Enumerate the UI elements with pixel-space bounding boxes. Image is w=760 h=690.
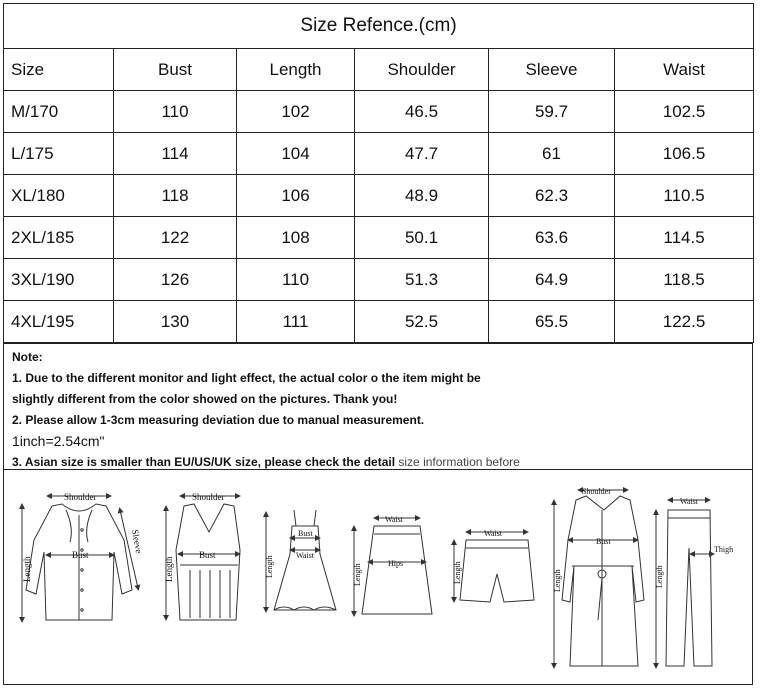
- table-row: [4, 259, 754, 301]
- cell-shoulder: 51.3: [355, 259, 489, 301]
- cell-size: M/170: [4, 91, 114, 133]
- label-dress-bust: Bust: [298, 529, 313, 538]
- cell-waist: 118.5: [615, 259, 754, 301]
- cell-length: 104: [237, 133, 355, 175]
- garment-illustrations: [4, 470, 754, 685]
- col-header-size: Size: [4, 49, 114, 91]
- label-pants-waist: Waist: [680, 497, 699, 506]
- shorts-icon: [454, 532, 534, 602]
- cell-length: 110: [237, 259, 355, 301]
- label-pants-thigh: Thigh: [714, 545, 734, 554]
- title-row: [4, 4, 754, 49]
- col-header-sleeve: Sleeve: [489, 49, 615, 91]
- label-length: Length: [22, 556, 32, 582]
- cell-sleeve: 62.3: [489, 175, 615, 217]
- note-3-text: 3. Asian size is smaller than EU/US/UK size, please check the detail: [12, 455, 399, 469]
- cell-waist: 106.5: [615, 133, 754, 175]
- label-skirt-length: Length: [353, 563, 362, 586]
- cell-length: 102: [237, 91, 355, 133]
- table-row: [4, 175, 754, 217]
- label-vest-length: Length: [164, 556, 174, 582]
- cell-bust: 118: [114, 175, 237, 217]
- cell-size: L/175: [4, 133, 114, 175]
- cell-shoulder: 48.9: [355, 175, 489, 217]
- measurement-diagrams: [3, 470, 753, 685]
- notes-heading: Note:: [12, 350, 43, 364]
- cell-sleeve: 59.7: [489, 91, 615, 133]
- cell-sleeve: 64.9: [489, 259, 615, 301]
- pants-icon: [656, 500, 712, 666]
- cell-shoulder: 47.7: [355, 133, 489, 175]
- cell-bust: 114: [114, 133, 237, 175]
- table-row: [4, 217, 754, 259]
- header-row: [4, 49, 754, 91]
- label-bust: Bust: [72, 550, 89, 560]
- label-skirt-hips: Hips: [388, 559, 404, 568]
- cell-bust: 130: [114, 301, 237, 343]
- cell-sleeve: 63.6: [489, 217, 615, 259]
- cell-waist: 122.5: [615, 301, 754, 343]
- label-coat-shoulder: Shoulder: [582, 487, 611, 496]
- cell-shoulder: 50.1: [355, 217, 489, 259]
- label-dress-waist: Waist: [296, 551, 315, 560]
- cell-size: 4XL/195: [4, 301, 114, 343]
- col-header-shoulder: Shoulder: [355, 49, 489, 91]
- cell-length: 111: [237, 301, 355, 343]
- cell-bust: 110: [114, 91, 237, 133]
- note-3-continued: size information before: [398, 455, 520, 469]
- label-coat-length: Length: [553, 569, 562, 592]
- note-1: 1. Due to the different monitor and light effect, the actual color o the item might be: [12, 371, 481, 385]
- label-dress-length: Length: [265, 555, 274, 578]
- cell-length: 108: [237, 217, 355, 259]
- label-skirt-waist: Waist: [385, 515, 404, 524]
- cell-size: 2XL/185: [4, 217, 114, 259]
- label-shoulder: Shoulder: [64, 492, 97, 502]
- label-sleeve: Sleeve: [130, 528, 145, 554]
- table-row: [4, 133, 754, 175]
- cell-waist: 114.5: [615, 217, 754, 259]
- cell-length: 106: [237, 175, 355, 217]
- note-2-conversion: 1inch=2.54cm": [12, 433, 105, 449]
- note-1-continued: slightly different from the color showed on the pictures. Thank you!: [12, 392, 398, 406]
- cell-shoulder: 52.5: [355, 301, 489, 343]
- cell-sleeve: 65.5: [489, 301, 615, 343]
- table-row: [4, 301, 754, 343]
- coat-icon: [554, 490, 644, 666]
- label-shorts-waist: Waist: [484, 529, 503, 538]
- col-header-length: Length: [237, 49, 355, 91]
- cell-shoulder: 46.5: [355, 91, 489, 133]
- label-vest-shoulder: Shoulder: [192, 492, 225, 502]
- table-title: Size Refence.(cm): [4, 4, 754, 49]
- label-pants-length: Length: [655, 565, 664, 588]
- col-header-bust: Bust: [114, 49, 237, 91]
- note-2: 2. Please allow 1-3cm measuring deviation due to manual measurement.: [12, 413, 425, 427]
- table-row: [4, 91, 754, 133]
- cell-size: 3XL/190: [4, 259, 114, 301]
- cell-waist: 102.5: [615, 91, 754, 133]
- label-coat-bust: Bust: [596, 537, 611, 546]
- col-header-waist: Waist: [615, 49, 754, 91]
- label-shorts-length: Length: [453, 561, 462, 584]
- cell-bust: 122: [114, 217, 237, 259]
- size-table: [3, 3, 754, 343]
- cell-size: XL/180: [4, 175, 114, 217]
- cell-waist: 110.5: [615, 175, 754, 217]
- label-vest-bust: Bust: [199, 550, 216, 560]
- cell-sleeve: 61: [489, 133, 615, 175]
- notes-section: [3, 343, 753, 470]
- dress-icon: [266, 510, 336, 610]
- cell-bust: 126: [114, 259, 237, 301]
